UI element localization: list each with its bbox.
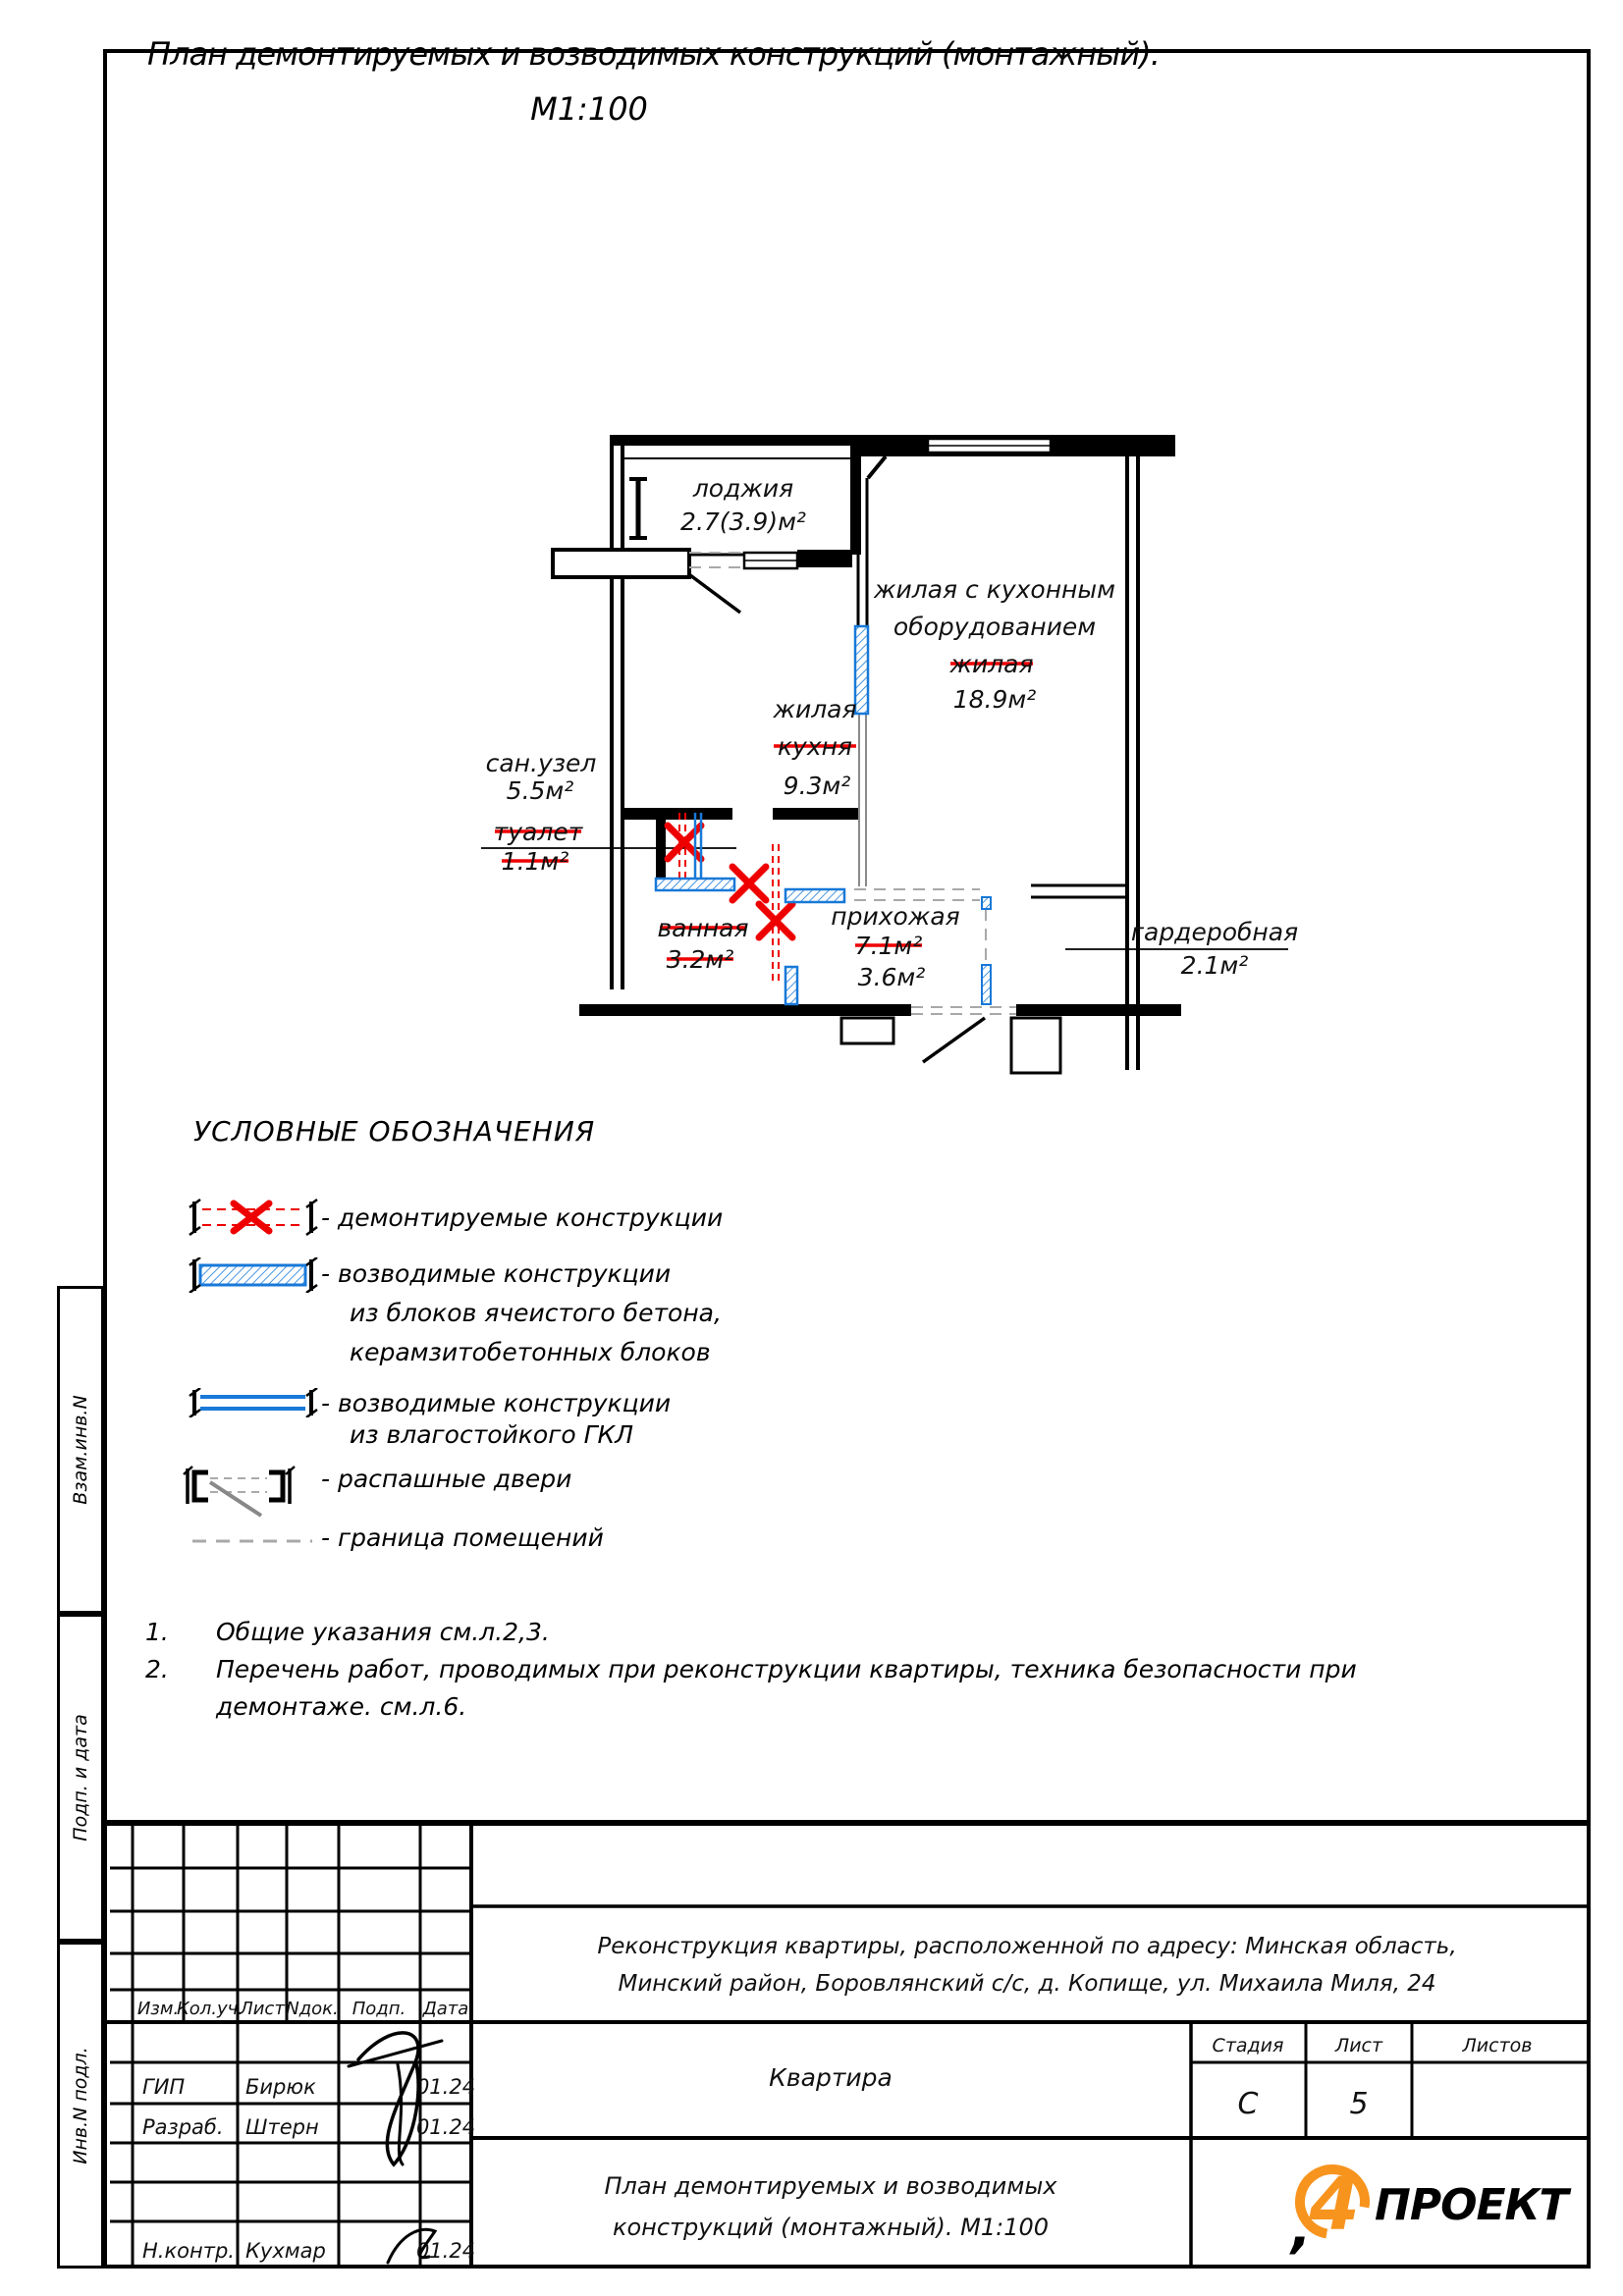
room-living2-label-1: жилая с кухонным	[873, 575, 1116, 604]
note-1-text: Общие указания см.л.2,3.	[216, 1618, 550, 1646]
legend-boundary-label: - граница помещений	[321, 1523, 604, 1552]
sheet-label: Лист	[1334, 2035, 1383, 2056]
row-gip-date: 01.24	[415, 2075, 476, 2099]
room-bath-old-area: 3.2м²	[666, 945, 734, 974]
stage-label: Стадия	[1212, 2035, 1284, 2056]
sheet-value: 5	[1349, 2087, 1369, 2121]
side-cell-podp	[57, 1614, 104, 1942]
plan-partition-grey	[859, 714, 866, 886]
note-2-text-1: Перечень работ, проводимых при реконструкции квартиры, техника безопасности при	[216, 1655, 1357, 1683]
project-address-1: Реконструкция квартиры, расположенной по адресу: Минская область,	[597, 1934, 1457, 1959]
room-living2-area: 18.9м²	[952, 685, 1037, 714]
doc-title-2: конструкций (монтажный). М1:100	[612, 2214, 1050, 2241]
doc-title-1: План демонтируемых и возводимых	[604, 2172, 1057, 2200]
legend-block-wall-label-2: из блоков ячеистого бетона,	[350, 1299, 722, 1327]
room-loggia-label: лоджия	[692, 474, 794, 503]
stage-value: С	[1237, 2087, 1259, 2121]
signature-scribbles	[349, 2033, 442, 2263]
company-logo	[1289, 2163, 1571, 2260]
row-razrab-role: Разраб.	[142, 2115, 224, 2139]
side-cell-inv	[57, 1942, 104, 2269]
room-san-label: сан.узел	[485, 749, 597, 777]
note-1-number: 1.	[145, 1618, 169, 1646]
room-living2-label-2: оборудованием	[893, 613, 1097, 641]
row-gip-role: ГИП	[142, 2075, 186, 2099]
col-list: Лист	[240, 1999, 285, 2019]
row-nkontr-role: Н.контр.	[142, 2239, 235, 2263]
room-hall-area: 3.6м²	[857, 963, 926, 991]
col-izm: Изм.	[136, 1999, 180, 2019]
room-hall-old-area: 7.1м²	[854, 932, 923, 960]
logo-comma: ,	[1291, 2198, 1312, 2260]
side-cell-podp-label: Подп. и дата	[70, 1714, 91, 1842]
legend-boundary-icon	[187, 1531, 319, 1551]
legend-block-wall-label-1: - возводимые конструкции	[321, 1259, 672, 1288]
row-gip-name: Бирюк	[245, 2075, 316, 2099]
room-san-old-label: туалет	[493, 818, 583, 846]
side-cell-inv-label: Инв.N подл.	[70, 2046, 91, 2164]
room-hall-label: прихожая	[831, 902, 960, 931]
row-razrab-date: 01.24	[415, 2115, 476, 2139]
room-bath-old-label: ванная	[657, 914, 749, 942]
room-wardrobe-area: 2.1м²	[1180, 951, 1249, 980]
row-razrab-name: Штерн	[245, 2115, 319, 2139]
room-loggia-area: 2.7(3.9)м²	[680, 507, 806, 536]
col-koluch: Кол.уч.	[176, 1999, 244, 2019]
side-cell-vzam-label: Взам.инв.N	[70, 1395, 91, 1505]
page-title: План демонтируемых и возводимых конструкций (монтажный).	[147, 35, 1160, 73]
legend-heading: УСЛОВНЫЕ ОБОЗНАЧЕНИЯ	[193, 1115, 596, 1148]
room-living1-area: 9.3м²	[783, 772, 851, 800]
legend-demolish-label: - демонтируемые конструкции	[321, 1203, 724, 1232]
room-living1-old-label: кухня	[777, 732, 853, 761]
legend-demolish-icon	[187, 1194, 319, 1241]
col-ndok: Nдок.	[286, 1999, 339, 2019]
project-address-2: Минский район, Боровлянский с/с, д. Копище, ул. Михаила Миля, 24	[618, 1971, 1436, 1997]
row-nkontr-name: Кухмар	[245, 2239, 326, 2263]
sheets-label: Листов	[1462, 2035, 1533, 2056]
legend-block-wall-label-3: керамзитобетонных блоков	[350, 1338, 711, 1366]
legend-block-wall-icon	[187, 1257, 319, 1293]
legend-gkl-wall-label-1: - возводимые конструкции	[321, 1389, 672, 1417]
row-nkontr-date: 01.24	[415, 2239, 476, 2263]
room-san-old-area: 1.1м²	[501, 847, 569, 876]
legend-gkl-wall-icon	[187, 1388, 319, 1417]
title-block	[103, 1819, 1591, 2269]
legend-door-icon	[183, 1461, 325, 1522]
logo-digit: 4	[1309, 2163, 1360, 2247]
legend-gkl-wall-label-2: из влагостойкого ГКЛ	[350, 1420, 634, 1449]
room-wardrobe-label: гардеробная	[1130, 918, 1299, 946]
side-cell-vzam	[57, 1286, 104, 1614]
col-data: Дата	[422, 1999, 469, 2019]
logo-text: ПРОЕКТ	[1375, 2180, 1568, 2230]
object-name: Квартира	[769, 2063, 893, 2092]
room-living1-label: жилая	[773, 695, 857, 723]
floor-plan	[373, 412, 1306, 1099]
page-scale: М1:100	[530, 90, 648, 128]
col-podp: Подп.	[352, 1999, 406, 2019]
legend-door-label: - распашные двери	[321, 1465, 572, 1493]
room-living2-old-label: жилая	[949, 650, 1034, 678]
note-2-number: 2.	[145, 1655, 169, 1683]
room-san-area: 5.5м²	[506, 776, 574, 805]
note-2-text-2: демонтаже. см.л.6.	[216, 1692, 467, 1721]
